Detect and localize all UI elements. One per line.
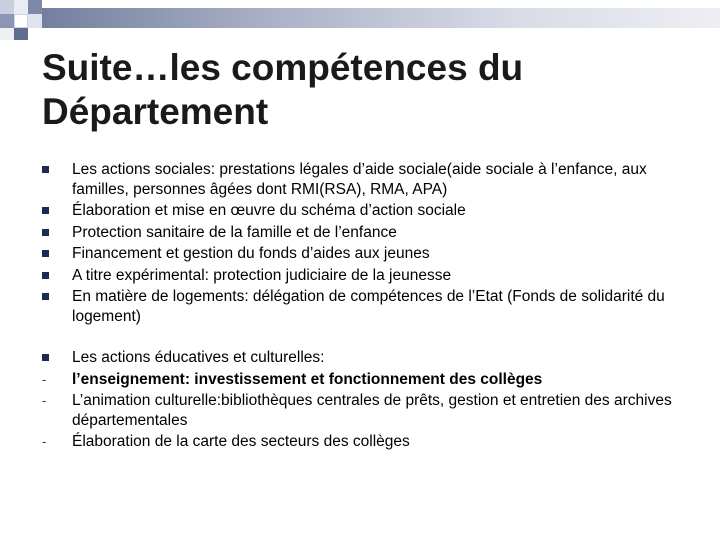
- list-heading: [42, 348, 672, 368]
- list-item: [42, 287, 672, 326]
- decor-square: [28, 14, 42, 28]
- square-bullet-icon: [42, 354, 49, 361]
- decor-square: [14, 14, 28, 28]
- list-item-text: Les actions sociales: prestations légales d’aide sociale(aide sociale à l’enfance, aux familles, personnes âgées dont RMI(RSA), RMA, APA): [72, 161, 647, 198]
- sub-list-item-text: L’animation culturelle:bibliothèques centrales de prêts, gestion et entretien des archives départementales: [72, 392, 672, 429]
- list-heading-text: Les actions éducatives et culturelles:: [72, 349, 325, 366]
- header-decoration: [0, 0, 720, 40]
- decor-square: [0, 0, 14, 14]
- list-item: [42, 160, 672, 199]
- list-item-text: En matière de logements: délégation de compétences de l’Etat (Fonds de solidarité du logement): [72, 288, 665, 325]
- list-item-text: A titre expérimental: protection judiciaire de la jeunesse: [72, 266, 452, 284]
- sub-list-item: [42, 370, 672, 390]
- slide-title: Suite…les compétences du Département: [42, 47, 524, 132]
- square-bullet-icon: [42, 250, 49, 257]
- sub-list-item: [42, 432, 672, 452]
- list-item-text: Financement et gestion du fonds d’aides aux jeunes: [72, 245, 430, 262]
- dash-marker: -: [42, 434, 47, 449]
- dash-marker: -: [42, 393, 47, 408]
- square-bullet-icon: [42, 272, 49, 279]
- square-bullet-icon: [42, 293, 49, 300]
- decor-square: [14, 28, 28, 40]
- list-item: [42, 266, 672, 286]
- list-item: [42, 244, 672, 264]
- list-item-text: Élaboration et mise en œuvre du schéma d’action sociale: [72, 202, 466, 219]
- dash-marker: -: [42, 371, 47, 387]
- list-item: [42, 201, 672, 221]
- list-item: [42, 223, 672, 243]
- sub-list-item-text: Élaboration de la carte des secteurs des collèges: [72, 433, 410, 450]
- square-bullet-icon: [42, 207, 49, 214]
- square-bullet-icon: [42, 166, 49, 173]
- decor-square: [14, 0, 28, 14]
- square-bullet-icon: [42, 229, 49, 236]
- decor-square: [0, 14, 14, 28]
- decor-square: [28, 0, 42, 14]
- decor-square: [0, 28, 14, 40]
- list-item-text: Protection sanitaire de la famille et de l’enfance: [72, 223, 397, 241]
- sub-list-item: [42, 391, 672, 430]
- sub-list-item-text: l’enseignement: investissement et fonctionnement des collèges: [72, 370, 543, 388]
- header-gradient-bar: [20, 8, 720, 28]
- slide-content: [42, 160, 672, 454]
